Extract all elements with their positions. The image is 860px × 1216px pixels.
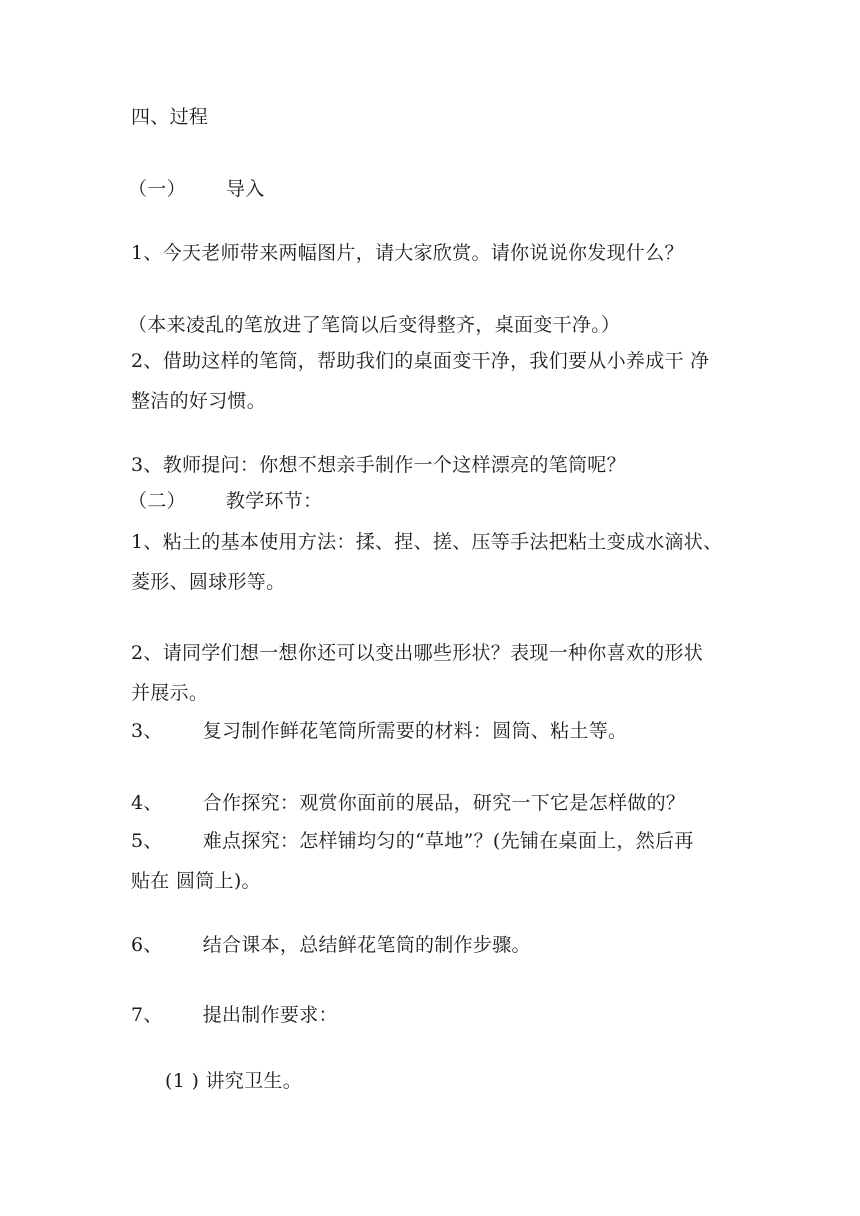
paragraph-1: 1、今天老师带来两幅图片，请大家欣赏。请你说说你发现什么？ xyxy=(131,242,684,264)
paragraph-2-line-2: 整洁的好习惯。 xyxy=(131,390,267,412)
step-3 xyxy=(131,718,627,744)
step-4 xyxy=(131,790,685,816)
subsection-1-heading xyxy=(128,176,265,202)
paragraph-1-note: （本来凌乱的笔放进了笔筒以后变得整齐，桌面变干净。） xyxy=(128,314,621,336)
step-6-number: 6、 xyxy=(131,934,163,956)
step-1-line-2: 菱形、圆球形等。 xyxy=(131,571,286,593)
subsection-2-heading xyxy=(128,488,322,514)
paragraph-3: 3、教师提问：你想不想亲手制作一个这样漂亮的笔筒呢？ xyxy=(131,454,626,476)
step-7-text: 提出制作要求： xyxy=(202,1004,338,1026)
step-6-text: 结合课本，总结鲜花笔筒的制作步骤。 xyxy=(202,934,531,956)
subsection-2-text: 教学环节： xyxy=(225,490,323,512)
step-4-number: 4、 xyxy=(131,792,163,814)
step-5-line-2: 贴在 圆筒上)。 xyxy=(131,870,261,892)
requirement-1: (1 ) 讲究卫生。 xyxy=(165,1070,302,1092)
step-1-line-1: 1、粘土的基本使用方法：揉、捏、搓、压等手法把粘土变成水滴状、 xyxy=(131,531,723,553)
step-7 xyxy=(131,1002,338,1028)
step-7-number: 7、 xyxy=(131,1004,163,1026)
subsection-1-label: （一） xyxy=(128,178,186,200)
step-5-number: 5、 xyxy=(131,830,163,852)
step-3-text: 复习制作鲜花笔筒所需要的材料：圆筒、粘土等。 xyxy=(202,720,628,742)
step-2-line-1: 2、请同学们想一想你还可以变出哪些形状？表现一种你喜欢的形状 xyxy=(131,642,704,664)
section-title: 四、过程 xyxy=(131,106,209,128)
step-5-text: 难点探究：怎样铺均匀的“草地”？(先铺在桌面上，然后再 xyxy=(202,830,694,852)
subsection-2-label: （二） xyxy=(128,490,186,512)
step-6 xyxy=(131,932,531,958)
subsection-1-text: 导入 xyxy=(225,178,265,200)
step-2-line-2: 并展示。 xyxy=(131,682,209,704)
step-5-line-1 xyxy=(131,828,694,854)
step-4-text: 合作探究：观赏你面前的展品，研究一下它是怎样做的？ xyxy=(202,792,686,814)
step-3-number: 3、 xyxy=(131,720,163,742)
paragraph-2-line-1: 2、借助这样的笔筒，帮助我们的桌面变干净，我们要从小养成干 净 xyxy=(131,350,710,372)
